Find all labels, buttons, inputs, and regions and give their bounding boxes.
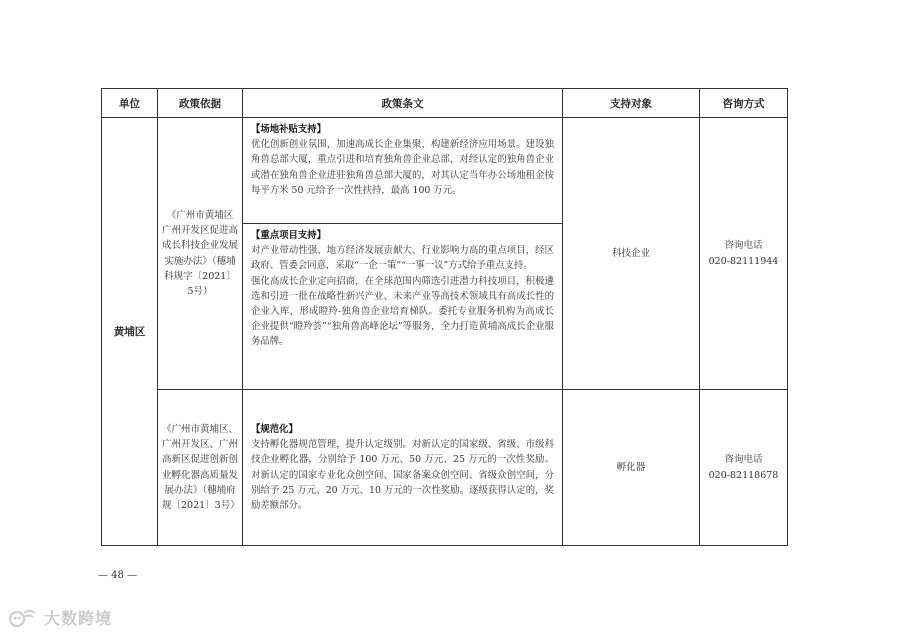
contact-label: 咨询电话 [724,453,763,465]
header-unit: 单位 [102,89,158,118]
section-paragraph: 强化高成长企业定向招商，在全球范围内筛选引进潜力科技项目，积极遴选和引进一批在战略性新兴产业、未来产业等高技术领域具有高成长性的企业入库，形成瞪羚-独角兽企业培育梯队。委托专业服务机构为高成长企业提供“瞪羚荟”“独角兽高峰论坛”等服务，全力打造黄埔高成长企业服务品牌。 [251,275,554,348]
header-basis: 政策依据 [158,89,243,118]
policy-text-cell [243,390,563,546]
section-paragraph: 支持孵化器规范管理，提升认定级别。对新认定的国家级、省级、市级科技企业孵化器，分别给予 100 万元、50 万元、25 万元的一次性奖励。对新认定的国家专业化众创空间、国家备案众创空间、省级众创空间，分别给予 25 万元、20 万元、10 万元的一次性奖励。逐级获得认定的，奖励差额部分。 [251,439,554,511]
policy-text-cell [243,224,563,390]
contact-cell [700,390,788,546]
page-number: — 48 — [98,570,138,581]
support-target-cell: 孵化器 [563,390,700,546]
watermark-text: 大数跨境 [44,609,113,628]
header-text: 政策条文 [243,89,563,118]
watermark [8,606,112,629]
logo-icon [8,607,38,629]
policy-table [101,88,788,546]
contact-phone: 020-82118678 [708,469,779,481]
section-heading: 【规范化】 [251,423,298,435]
table-row [102,390,788,546]
section-heading: 【场地补贴支持】 [251,124,327,135]
unit-cell: 黄埔区 [102,118,158,546]
contact-phone: 020-82111944 [708,255,779,267]
header-contact: 咨询方式 [700,89,788,118]
section-paragraph: 对产业带动性强、地方经济发展贡献大、行业影响力高的重点项目，经区政府、管委会同意，采取“一企一策”“一事一议”方式给予重点支持。 [251,245,554,272]
support-target-cell: 科技企业 [563,118,700,390]
section-paragraph: 优化创新创业氛围，加速高成长企业集聚，构建新经济应用场景。建设独角兽总部大厦，重点引进和培育独角兽企业总部，对经认定的独角兽企业或潜在独角兽企业进驻独角兽总部大厦的，对其认定当年办公场地租金按每平方米 50 元给予一次性扶持，最高 100 万元。 [251,139,554,196]
section-heading: 【重点项目支持】 [251,230,327,241]
contact-cell [700,118,788,390]
policy-text-cell [243,118,563,224]
table-row [102,118,788,224]
policy-basis-cell: 《广州市黄埔区、广州开发区、广州高新区促进创新创业孵化器高质量发展办法》（穗埔府规〔2021〕3号） [158,390,243,546]
policy-basis-cell: 《广州市黄埔区 广州开发区促进高成长科技企业发展实施办法》（穗埔科规字〔2021〕5号） [158,118,243,390]
header-target: 支持对象 [563,89,700,118]
table-header-row [102,89,788,118]
contact-label: 咨询电话 [724,239,763,251]
